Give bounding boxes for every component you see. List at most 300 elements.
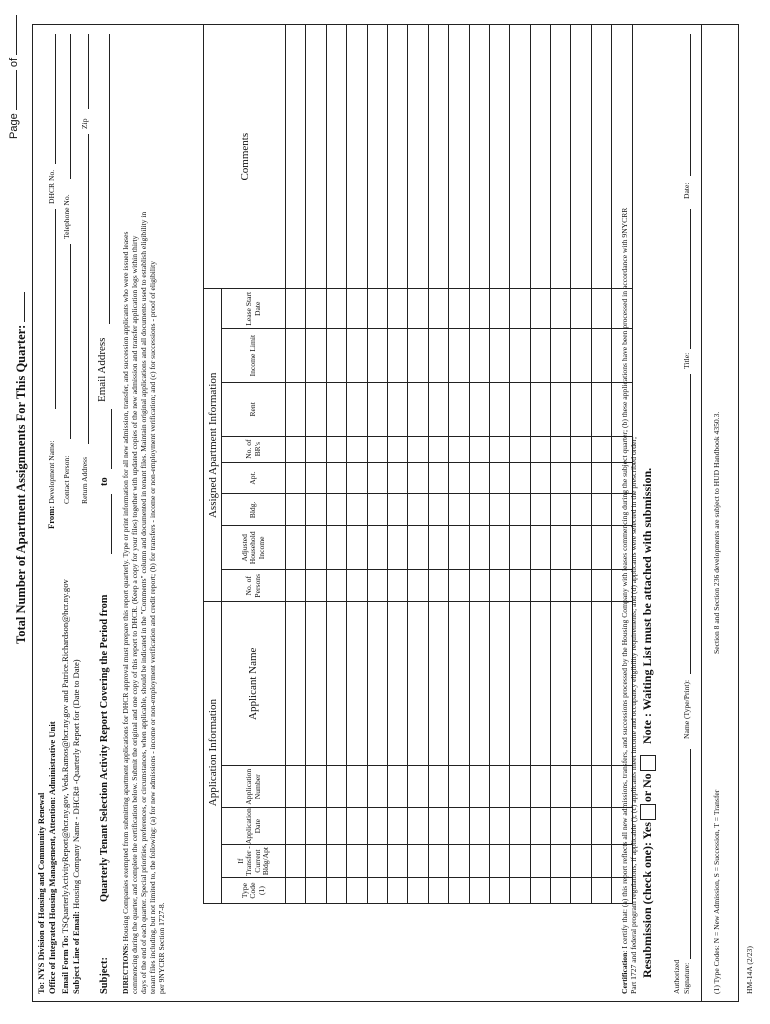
name-label: Name (Type/Print): (682, 679, 691, 739)
table-cell[interactable] (387, 25, 407, 289)
table-cell[interactable] (286, 329, 306, 383)
table-cell[interactable] (326, 494, 346, 526)
col-app-number: Application Number (222, 766, 286, 808)
table-cell[interactable] (551, 526, 571, 570)
table-cell[interactable] (347, 436, 367, 462)
table-cell[interactable] (326, 462, 346, 494)
table-cell[interactable] (449, 570, 469, 602)
table-cell[interactable] (571, 878, 591, 904)
table-cell[interactable] (571, 808, 591, 845)
zip-field[interactable] (88, 34, 89, 109)
table-cell[interactable] (489, 878, 509, 904)
col-comments: Comments (204, 25, 286, 289)
table-cell[interactable] (306, 494, 326, 526)
table-cell[interactable] (387, 329, 407, 383)
table-cell[interactable] (347, 878, 367, 904)
table-cell[interactable] (408, 766, 428, 808)
table-cell[interactable] (449, 289, 469, 329)
development-name-field[interactable] (55, 209, 56, 409)
certification-text1: : I certify that: (a) this report reflects all new admissions, transfers, and successions processed by the Housing Company with leases commencing during the subject quarter; (b) these applications have been processed in accordance with 9NYCRR (620, 207, 629, 953)
table-cell[interactable] (489, 845, 509, 878)
to-line2: Office of Integrated Housing Management, Attention: Administrative Unit (47, 721, 57, 994)
table-cell[interactable] (449, 845, 469, 878)
table-cell[interactable] (469, 808, 489, 845)
page-number-field[interactable] (16, 70, 17, 110)
contact-person-field[interactable] (70, 244, 71, 439)
table-cell[interactable] (408, 570, 428, 602)
subject-line-email (71, 659, 81, 994)
table-cell[interactable] (469, 878, 489, 904)
table-cell[interactable] (286, 289, 306, 329)
return-address-field[interactable] (88, 134, 89, 444)
table-cell[interactable] (469, 602, 489, 766)
page-label: Page (8, 113, 20, 139)
table-cell[interactable] (449, 602, 469, 766)
of-label: of (8, 57, 20, 68)
table-cell[interactable] (591, 329, 611, 383)
table-cell[interactable] (428, 494, 448, 526)
table-cell[interactable] (530, 494, 550, 526)
table-cell[interactable] (306, 526, 326, 570)
table-cell[interactable] (347, 289, 367, 329)
table-cell[interactable] (510, 494, 530, 526)
table-cell[interactable] (306, 602, 326, 766)
directions-line3: days of the end of each quarter. Special priorities, preferences, or circumstances, when applicable, should be indicated in the "Comments" column and documented in tenant files. Maintain original applications and all documents used to establish eligibility in (139, 211, 148, 994)
table-cell[interactable] (367, 289, 387, 329)
table-cell[interactable] (449, 526, 469, 570)
table-cell[interactable] (306, 570, 326, 602)
email-form-to (60, 579, 70, 994)
table-cell[interactable] (326, 436, 346, 462)
table-cell[interactable] (489, 289, 509, 329)
table-cell[interactable] (408, 436, 428, 462)
table-cell[interactable] (408, 25, 428, 289)
table-cell[interactable] (408, 383, 428, 437)
table-cell[interactable] (387, 570, 407, 602)
table-cell[interactable] (428, 602, 448, 766)
table-cell[interactable] (510, 602, 530, 766)
table-cell[interactable] (510, 878, 530, 904)
table-cell[interactable] (571, 436, 591, 462)
dhcr-no-label: DHCR No. (47, 169, 56, 204)
footnote-divider (701, 24, 702, 1002)
table-cell[interactable] (367, 25, 387, 289)
table-cell[interactable] (387, 383, 407, 437)
table-cell[interactable] (347, 25, 367, 289)
table-cell[interactable] (469, 329, 489, 383)
table-cell[interactable] (489, 329, 509, 383)
group-application: Application Information (204, 602, 222, 904)
table-row (286, 25, 306, 904)
table-cell[interactable] (489, 570, 509, 602)
subject-text: Quarterly Tenant Selection Activity Report Covering the Period from (99, 594, 110, 902)
table-cell[interactable] (530, 383, 550, 437)
title-field[interactable] (690, 209, 691, 349)
table-cell[interactable] (530, 878, 550, 904)
table-cell[interactable] (326, 570, 346, 602)
table-cell[interactable] (306, 766, 326, 808)
table-cell[interactable] (510, 845, 530, 878)
table-cell[interactable] (286, 766, 306, 808)
table-cell[interactable] (408, 845, 428, 878)
table-cell[interactable] (489, 602, 509, 766)
subject-label: Subject: (99, 957, 110, 994)
group-apartment: Assigned Apartment Information (204, 289, 222, 602)
col-rent: Rent (222, 383, 286, 437)
development-name-label: Development Name: (47, 440, 56, 504)
table-cell[interactable] (591, 436, 611, 462)
table-cell[interactable] (326, 383, 346, 437)
table-cell[interactable] (387, 845, 407, 878)
table-cell[interactable] (347, 383, 367, 437)
table-cell[interactable] (530, 570, 550, 602)
table-cell[interactable] (510, 436, 530, 462)
table-cell[interactable] (428, 383, 448, 437)
table-cell[interactable] (571, 845, 591, 878)
table-row (510, 25, 530, 904)
table-cell[interactable] (306, 436, 326, 462)
table-cell[interactable] (530, 808, 550, 845)
table-cell[interactable] (326, 808, 346, 845)
table-cell[interactable] (326, 766, 346, 808)
table-cell[interactable] (347, 570, 367, 602)
table-cell[interactable] (510, 289, 530, 329)
table-cell[interactable] (591, 526, 611, 570)
table-cell[interactable] (428, 845, 448, 878)
table-cell[interactable] (551, 494, 571, 526)
signature-label: Signature: (682, 962, 691, 994)
table-cell[interactable] (408, 462, 428, 494)
signature-field[interactable] (690, 749, 691, 959)
from-label: From: (46, 505, 56, 529)
table-cell[interactable] (489, 808, 509, 845)
table-cell[interactable] (571, 25, 591, 289)
table-cell[interactable] (449, 878, 469, 904)
table-cell[interactable] (306, 808, 326, 845)
table-cell[interactable] (530, 526, 550, 570)
table-cell[interactable] (551, 766, 571, 808)
table-cell[interactable] (286, 494, 306, 526)
table-cell[interactable] (510, 766, 530, 808)
resubmission-or-no: or No (640, 773, 654, 803)
period-from-field[interactable] (111, 494, 112, 554)
directions-line1 (121, 34, 130, 994)
table-cell[interactable] (449, 766, 469, 808)
table-cell[interactable] (347, 462, 367, 494)
table-cell[interactable] (286, 462, 306, 494)
table-row (449, 25, 469, 904)
table-cell[interactable] (408, 526, 428, 570)
zip-label: Zip (80, 118, 89, 129)
table-cell[interactable] (408, 602, 428, 766)
table-cell[interactable] (428, 436, 448, 462)
table-cell[interactable] (367, 383, 387, 437)
table-cell[interactable] (530, 845, 550, 878)
table-cell[interactable] (367, 436, 387, 462)
col-income: Adjusted Household Income (222, 526, 286, 570)
table-cell[interactable] (571, 289, 591, 329)
table-row (551, 25, 571, 904)
table-cell[interactable] (306, 329, 326, 383)
table-cell[interactable] (286, 526, 306, 570)
table-cell[interactable] (591, 494, 611, 526)
table-cell[interactable] (591, 383, 611, 437)
table-cell[interactable] (306, 289, 326, 329)
form-id: HM-14A (2/23) (745, 946, 754, 994)
table-cell[interactable] (387, 602, 407, 766)
table-cell[interactable] (306, 462, 326, 494)
table-cell[interactable] (469, 845, 489, 878)
name-field[interactable] (690, 374, 691, 674)
table-cell[interactable] (551, 808, 571, 845)
authorized-label: Authorized (672, 959, 681, 994)
table-cell[interactable] (306, 383, 326, 437)
col-apt: Apt. (222, 462, 286, 494)
table-cell[interactable] (469, 526, 489, 570)
table-cell[interactable] (469, 462, 489, 494)
table-cell[interactable] (510, 808, 530, 845)
table-cell[interactable] (510, 25, 530, 289)
table-cell[interactable] (387, 462, 407, 494)
table-cell[interactable] (428, 570, 448, 602)
table-cell[interactable] (286, 436, 306, 462)
email-form-to-value: TSQuarterlyActivityReport@hcr.ny.gov, Veda.Ramos@hcr.ny.gov and Patrice.Richardson@hcr.ny.gov (60, 579, 70, 934)
table-cell[interactable] (469, 436, 489, 462)
resubmission-row (640, 753, 656, 978)
table-cell[interactable] (367, 845, 387, 878)
table-cell[interactable] (367, 570, 387, 602)
table-cell[interactable] (469, 570, 489, 602)
table-cell[interactable] (306, 845, 326, 878)
table-cell[interactable] (551, 602, 571, 766)
table-cell[interactable] (306, 25, 326, 289)
table-cell[interactable] (449, 25, 469, 289)
table-cell[interactable] (387, 436, 407, 462)
email-address-field[interactable] (109, 34, 110, 324)
table-cell[interactable] (428, 766, 448, 808)
table-cell[interactable] (489, 383, 509, 437)
table-cell[interactable] (510, 462, 530, 494)
table-cell[interactable] (571, 462, 591, 494)
table-cell[interactable] (367, 602, 387, 766)
table-cell[interactable] (286, 570, 306, 602)
title-row (14, 292, 29, 644)
table-cell[interactable] (530, 462, 550, 494)
table-cell[interactable] (347, 845, 367, 878)
table-body (286, 25, 633, 904)
table-cell[interactable] (591, 570, 611, 602)
table-cell[interactable] (591, 25, 611, 289)
table-cell[interactable] (551, 329, 571, 383)
table-cell[interactable] (387, 808, 407, 845)
telephone-field[interactable] (70, 34, 71, 179)
telephone-label: Telephone No. (62, 194, 71, 239)
table-cell[interactable] (347, 808, 367, 845)
subject-line-value: Housing Company Name - DHCR# -Quarterly Report for (Date to Date) (71, 659, 81, 909)
table-cell[interactable] (489, 25, 509, 289)
type-codes-footnote: (1) Type Codes: N = New Admission, S = Succession, T = Transfer (712, 789, 721, 994)
table-cell[interactable] (591, 878, 611, 904)
table-cell[interactable] (530, 25, 550, 289)
from-development (46, 441, 56, 529)
dhcr-no-field[interactable] (55, 34, 56, 164)
table-cell[interactable] (326, 845, 346, 878)
table-cell[interactable] (408, 289, 428, 329)
table-cell[interactable] (286, 845, 306, 878)
table-cell[interactable] (428, 526, 448, 570)
resubmission-no-checkbox[interactable] (640, 755, 656, 771)
table-cell[interactable] (530, 436, 550, 462)
table-cell[interactable] (530, 289, 550, 329)
table-cell[interactable] (326, 25, 346, 289)
col-brs: No. of BR's (222, 436, 286, 462)
table-cell[interactable] (469, 25, 489, 289)
table-cell[interactable] (367, 494, 387, 526)
table-cell[interactable] (571, 383, 591, 437)
table-cell[interactable] (428, 462, 448, 494)
table-row (367, 25, 387, 904)
table-cell[interactable] (387, 878, 407, 904)
table-cell[interactable] (551, 436, 571, 462)
table-cell[interactable] (367, 462, 387, 494)
table-cell[interactable] (387, 766, 407, 808)
table-cell[interactable] (367, 526, 387, 570)
table-cell[interactable] (469, 289, 489, 329)
table-cell[interactable] (326, 289, 346, 329)
table-cell[interactable] (428, 329, 448, 383)
table-cell[interactable] (347, 494, 367, 526)
table-row (387, 25, 407, 904)
table-cell[interactable] (489, 526, 509, 570)
table-cell[interactable] (571, 570, 591, 602)
resubmission-label: Resubmission (check one): Yes (640, 822, 654, 978)
date-field[interactable] (690, 34, 691, 176)
table-cell[interactable] (286, 808, 306, 845)
table-cell[interactable] (286, 383, 306, 437)
table-cell[interactable] (469, 494, 489, 526)
col-persons: No. of Persons (222, 570, 286, 602)
table-cell[interactable] (510, 383, 530, 437)
table-cell[interactable] (367, 808, 387, 845)
table-cell[interactable] (449, 462, 469, 494)
table-row (571, 25, 591, 904)
table-cell[interactable] (347, 602, 367, 766)
page-total-field[interactable] (16, 15, 17, 55)
table-row (347, 25, 367, 904)
table-cell[interactable] (347, 766, 367, 808)
table-cell[interactable] (449, 808, 469, 845)
table-cell[interactable] (326, 602, 346, 766)
table-cell[interactable] (591, 766, 611, 808)
table-cell[interactable] (428, 808, 448, 845)
table-cell[interactable] (286, 602, 306, 766)
table-cell[interactable] (428, 289, 448, 329)
table-cell[interactable] (551, 289, 571, 329)
table-cell[interactable] (591, 289, 611, 329)
table-cell[interactable] (428, 25, 448, 289)
table-cell[interactable] (428, 878, 448, 904)
table-cell[interactable] (347, 526, 367, 570)
table-cell[interactable] (551, 383, 571, 437)
period-to-field[interactable] (111, 409, 112, 469)
table-cell[interactable] (286, 25, 306, 289)
table-cell[interactable] (551, 462, 571, 494)
table-cell[interactable] (510, 570, 530, 602)
table-cell[interactable] (571, 766, 591, 808)
table-cell[interactable] (449, 436, 469, 462)
table-cell[interactable] (591, 462, 611, 494)
table-cell[interactable] (530, 602, 550, 766)
table-cell[interactable] (489, 436, 509, 462)
col-applicant-name: Applicant Name (222, 602, 286, 766)
certification-line2: Part 1727 and federal program regulations, if applicable (); (c) applicants meet income and occupancy eligibility requirements; and (d) applicants were selected in the prescribed order; (629, 436, 638, 994)
section8-footnote: Section 8 and Section 236 developments are subject to HUD Handbook 4350.3. (712, 411, 721, 654)
table-cell[interactable] (286, 878, 306, 904)
report-title: Total Number of Apartment Assignments For This Quarter: (14, 324, 28, 644)
table-cell[interactable] (408, 329, 428, 383)
table-cell[interactable] (591, 602, 611, 766)
table-cell[interactable] (489, 462, 509, 494)
table-cell[interactable] (387, 526, 407, 570)
total-assignments-field[interactable] (24, 292, 25, 322)
table-cell[interactable] (449, 383, 469, 437)
table-cell[interactable] (469, 766, 489, 808)
table-cell[interactable] (449, 329, 469, 383)
table-cell[interactable] (408, 808, 428, 845)
table-cell[interactable] (571, 526, 591, 570)
to-line1: To: NYS Division of Housing and Community Renewal (36, 792, 46, 994)
directions-label: DIRECTIONS: (121, 943, 130, 994)
table-cell[interactable] (591, 808, 611, 845)
table-cell[interactable] (326, 878, 346, 904)
table-row (530, 25, 550, 904)
table-cell[interactable] (408, 494, 428, 526)
table-cell[interactable] (367, 329, 387, 383)
certification-line1 (620, 34, 629, 994)
table-cell[interactable] (571, 329, 591, 383)
table-cell[interactable] (387, 289, 407, 329)
table-cell[interactable] (326, 526, 346, 570)
table-cell[interactable] (408, 878, 428, 904)
table-cell[interactable] (469, 383, 489, 437)
table-cell[interactable] (387, 494, 407, 526)
table-cell[interactable] (530, 329, 550, 383)
directions-line4: tenant files including, but not limited to, the following: (a) for new admissions - income or non-employment verification and credit report; (b) for transfers - income or non-employment verification; and (c) for successions - proof of eligibility (148, 260, 157, 994)
title-label: Title: (682, 352, 691, 369)
table-cell[interactable] (367, 766, 387, 808)
table-cell[interactable] (367, 878, 387, 904)
table-cell[interactable] (510, 526, 530, 570)
table-cell[interactable] (530, 766, 550, 808)
table-cell[interactable] (449, 494, 469, 526)
table-cell[interactable] (551, 25, 571, 289)
page-number (8, 15, 20, 139)
table-cell[interactable] (489, 766, 509, 808)
table-cell[interactable] (489, 494, 509, 526)
table-cell[interactable] (510, 329, 530, 383)
directions-text1: Housing Companies exempted from submitting apartment applications for DHCR approval must prepare this report quarterly. Type or print information for all new admission, transfer, and succession applicants who were issued leases (121, 231, 130, 942)
table-cell[interactable] (571, 602, 591, 766)
resubmission-yes-checkbox[interactable] (640, 804, 656, 820)
table-cell[interactable] (347, 329, 367, 383)
table-cell[interactable] (571, 494, 591, 526)
table-cell[interactable] (551, 845, 571, 878)
table-cell[interactable] (591, 845, 611, 878)
table-cell[interactable] (306, 878, 326, 904)
table-cell[interactable] (326, 329, 346, 383)
table-cell[interactable] (551, 570, 571, 602)
table-cell[interactable] (551, 878, 571, 904)
